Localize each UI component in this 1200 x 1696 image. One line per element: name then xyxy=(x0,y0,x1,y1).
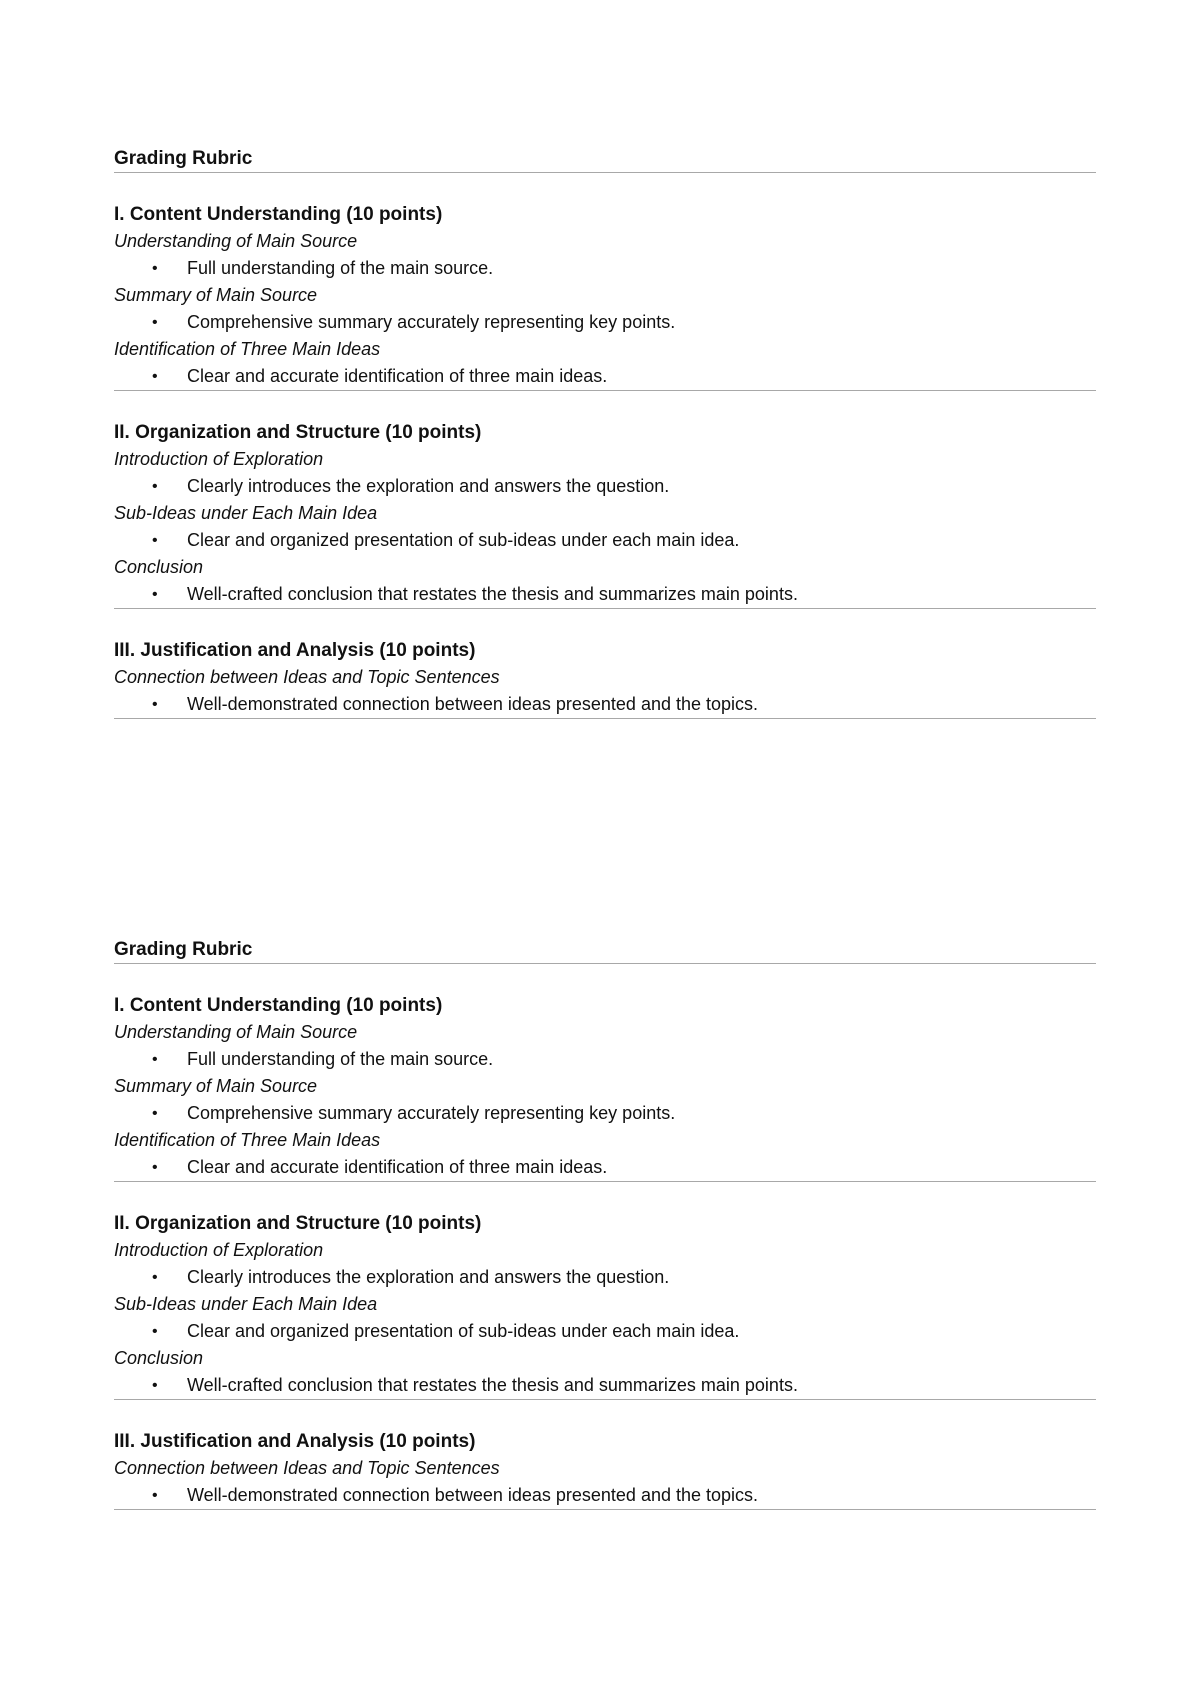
section-title: I. Content Understanding (10 points) xyxy=(114,995,443,1016)
criterion-description xyxy=(114,1318,1096,1345)
criterion-label: Summary of Main Source xyxy=(114,285,318,305)
criterion-description xyxy=(114,363,1096,390)
criterion-description-text: Well-demonstrated connection between ideas presented and the topics. xyxy=(187,694,759,714)
criterion-description xyxy=(114,1264,1096,1291)
criterion-label: Conclusion xyxy=(114,1348,204,1368)
bullet-icon: • xyxy=(152,586,158,603)
criterion-description xyxy=(114,1046,1096,1073)
criterion-label: Summary of Main Source xyxy=(114,1076,318,1096)
bullet-icon: • xyxy=(152,314,158,331)
criterion-label: Identification of Three Main Ideas xyxy=(114,1130,381,1150)
criterion-label: Understanding of Main Source xyxy=(114,1022,358,1042)
criterion-description xyxy=(114,527,1096,554)
rubric-block xyxy=(114,145,1096,719)
criterion-description xyxy=(114,1100,1096,1127)
criterion-description-text: Clear and organized presentation of sub-ideas under each main idea. xyxy=(187,1321,740,1341)
criterion-description xyxy=(114,1372,1096,1399)
criterion-description-text: Comprehensive summary accurately representing key points. xyxy=(187,1103,676,1123)
section-title: II. Organization and Structure (10 points) xyxy=(114,1213,482,1234)
criterion-description-text: Clear and accurate identification of three main ideas. xyxy=(187,1157,608,1177)
bullet-icon: • xyxy=(152,1487,158,1504)
bullet-icon: • xyxy=(152,1377,158,1394)
criterion-description-text: Well-crafted conclusion that restates the thesis and summarizes main points. xyxy=(187,1375,798,1395)
criterion-description-text: Well-demonstrated connection between ideas presented and the topics. xyxy=(187,1485,759,1505)
criterion-description xyxy=(114,1482,1096,1509)
criterion-description xyxy=(114,255,1096,282)
criterion-description xyxy=(114,473,1096,500)
rubric-title: Grading Rubric xyxy=(114,936,1096,964)
criterion-description xyxy=(114,309,1096,336)
criterion-description-text: Full understanding of the main source. xyxy=(187,1049,494,1069)
section-title: III. Justification and Analysis (10 points) xyxy=(114,640,476,661)
criterion-description-text: Full understanding of the main source. xyxy=(187,258,494,278)
rubric-section xyxy=(114,964,1096,1182)
criterion-description-text: Clear and organized presentation of sub-ideas under each main idea. xyxy=(187,530,740,550)
criterion-label: Connection between Ideas and Topic Sentences xyxy=(114,667,500,687)
criterion-label: Understanding of Main Source xyxy=(114,231,358,251)
bullet-icon: • xyxy=(152,1159,158,1176)
section-title: I. Content Understanding (10 points) xyxy=(114,204,443,225)
criterion-label: Sub-Ideas under Each Main Idea xyxy=(114,1294,378,1314)
criterion-description xyxy=(114,691,1096,718)
criterion-label: Introduction of Exploration xyxy=(114,449,324,469)
bullet-icon: • xyxy=(152,478,158,495)
rubric-section xyxy=(114,391,1096,609)
criterion-label: Introduction of Exploration xyxy=(114,1240,324,1260)
criterion-description-text: Clearly introduces the exploration and answers the question. xyxy=(187,476,670,496)
bullet-icon: • xyxy=(152,1051,158,1068)
bullet-icon: • xyxy=(152,260,158,277)
bullet-icon: • xyxy=(152,1105,158,1122)
bullet-icon: • xyxy=(152,532,158,549)
bullet-icon: • xyxy=(152,1323,158,1340)
bullet-icon: • xyxy=(152,1269,158,1286)
bullet-icon: • xyxy=(152,696,158,713)
criterion-description xyxy=(114,1154,1096,1181)
rubric-section xyxy=(114,609,1096,719)
criterion-description-text: Well-crafted conclusion that restates the thesis and summarizes main points. xyxy=(187,584,798,604)
criterion-description-text: Clear and accurate identification of three main ideas. xyxy=(187,366,608,386)
rubric-title: Grading Rubric xyxy=(114,145,1096,173)
rubric-block xyxy=(114,936,1096,1510)
criterion-label: Identification of Three Main Ideas xyxy=(114,339,381,359)
bullet-icon: • xyxy=(152,368,158,385)
section-title: II. Organization and Structure (10 points) xyxy=(114,422,482,443)
criterion-label: Connection between Ideas and Topic Sentences xyxy=(114,1458,500,1478)
criterion-description xyxy=(114,581,1096,608)
criterion-description-text: Comprehensive summary accurately representing key points. xyxy=(187,312,676,332)
rubric-section xyxy=(114,1182,1096,1400)
rubric-section xyxy=(114,1400,1096,1510)
criterion-label: Sub-Ideas under Each Main Idea xyxy=(114,503,378,523)
section-title: III. Justification and Analysis (10 points) xyxy=(114,1431,476,1452)
rubric-section xyxy=(114,173,1096,391)
criterion-description-text: Clearly introduces the exploration and answers the question. xyxy=(187,1267,670,1287)
criterion-label: Conclusion xyxy=(114,557,204,577)
